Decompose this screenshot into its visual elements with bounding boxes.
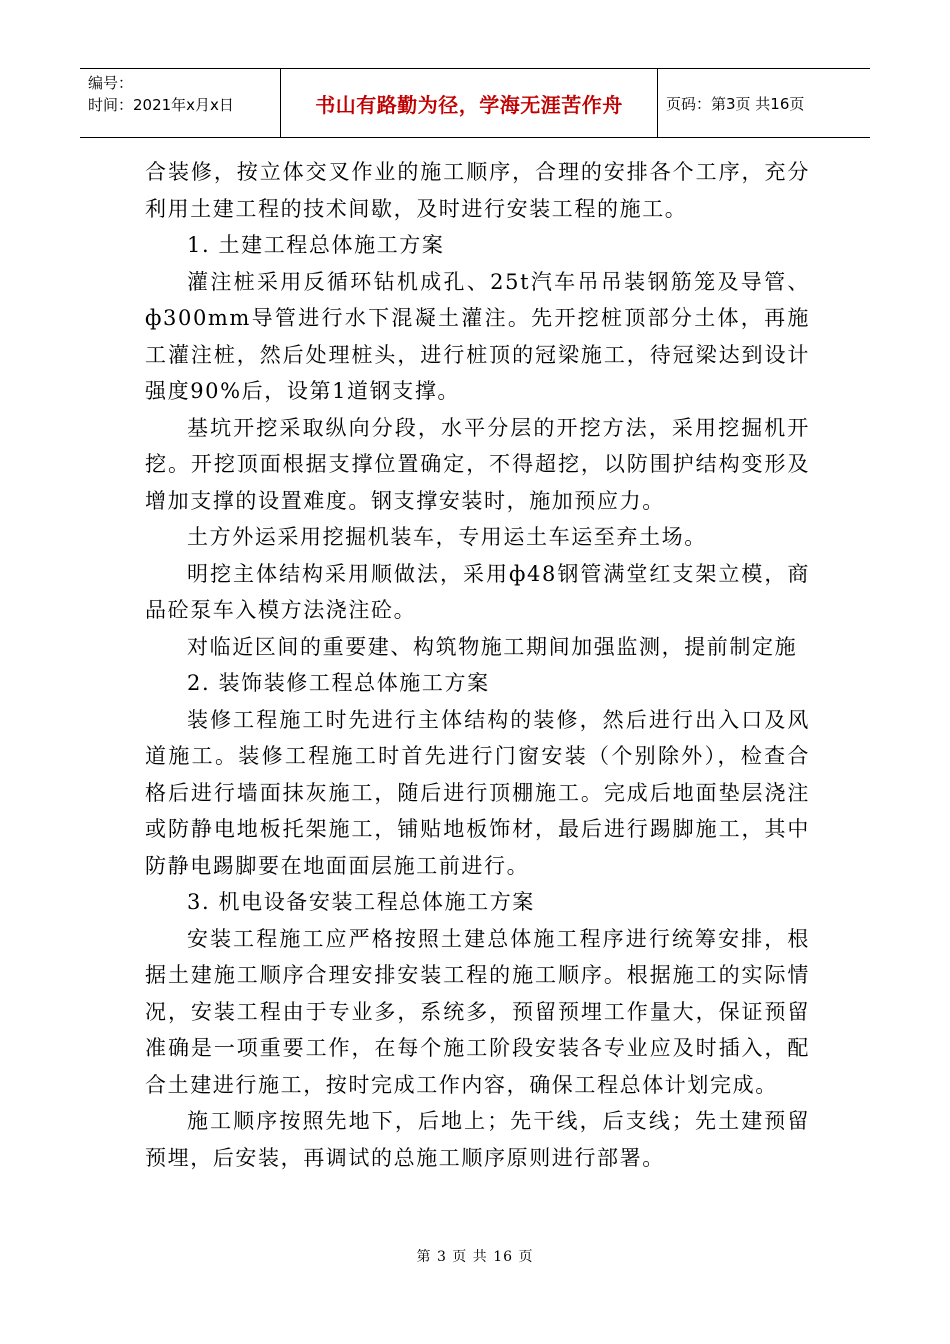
body-paragraph: 施工顺序按照先地下，后地上；先干线，后支线；先土建预留预埋，后安装，再调试的总施工顺序原则进行部署。 [145, 1109, 810, 1170]
header-meta [80, 69, 280, 137]
header-motto: 书山有路勤为径，学海无涯苦作舟 [280, 69, 658, 137]
body-paragraph: 明挖主体结构采用顺做法，采用ф48钢管满堂红支架立模，商品砼泵车入模方法浇注砼。 [145, 561, 810, 622]
section-heading-mep: 3. 机电设备安装工程总体施工方案 [187, 890, 535, 914]
document-body [145, 154, 810, 1176]
document-number-label: 编号： [88, 74, 134, 92]
section-heading-civil: 1. 土建工程总体施工方案 [187, 233, 445, 257]
body-paragraph: 对临近区间的重要建、构筑物施工期间加强监测，提前制定施 [187, 634, 798, 659]
page-footer: 第 3 页 共 16 页 [416, 1249, 534, 1265]
body-paragraph: 土方外运采用挖掘机装车，专用运土车运至弃土场。 [187, 525, 707, 549]
header-page-info: 页码：第3页 共16页 [666, 94, 805, 113]
section-heading-decoration: 2. 装饰装修工程总体施工方案 [187, 671, 490, 695]
document-date-label: 时间：2021年x月x日 [88, 96, 234, 114]
body-paragraph: 装修工程施工时先进行主体结构的装修，然后进行出入口及风道施工。装修工程施工时首先进行门窗安装（个别除外），检查合格后进行墙面抹灰施工，随后进行顶棚施工。完成后地面垫层浇注或防静电地板托架施工，铺贴地板饰材，最后进行踢脚施工，其中防静电踢脚要在地面面层施工前进行。 [145, 707, 810, 878]
body-paragraph-continued: 合装修，按立体交叉作业的施工顺序，合理的安排各个工序，充分利用土建工程的技术间歇，及时进行安装工程的施工。 [145, 160, 810, 221]
body-paragraph: 灌注桩采用反循环钻机成孔、25t汽车吊吊装钢筋笼及导管、ф300mm导管进行水下混凝土灌注。先开挖桩顶部分土体，再施工灌注桩，然后处理桩头，进行桩顶的冠梁施工，待冠梁达到设计强度90%后，设第1道钢支撑。 [145, 269, 810, 403]
page-header [80, 68, 870, 138]
body-paragraph: 安装工程施工应严格按照土建总体施工程序进行统筹安排，根据土建施工顺序合理安排安装工程的施工顺序。根据施工的实际情况，安装工程由于专业多，系统多，预留预埋工作量大，保证预留准确是一项重要工作，在每个施工阶段安装各专业应及时插入，配合土建进行施工，按时完成工作内容，确保工程总体计划完成。 [145, 926, 810, 1097]
body-paragraph: 基坑开挖采取纵向分段，水平分层的开挖方法，采用挖掘机开挖。开挖顶面根据支撑位置确定，不得超挖，以防围护结构变形及增加支撑的设置难度。钢支撑安装时，施加预应力。 [145, 415, 810, 513]
